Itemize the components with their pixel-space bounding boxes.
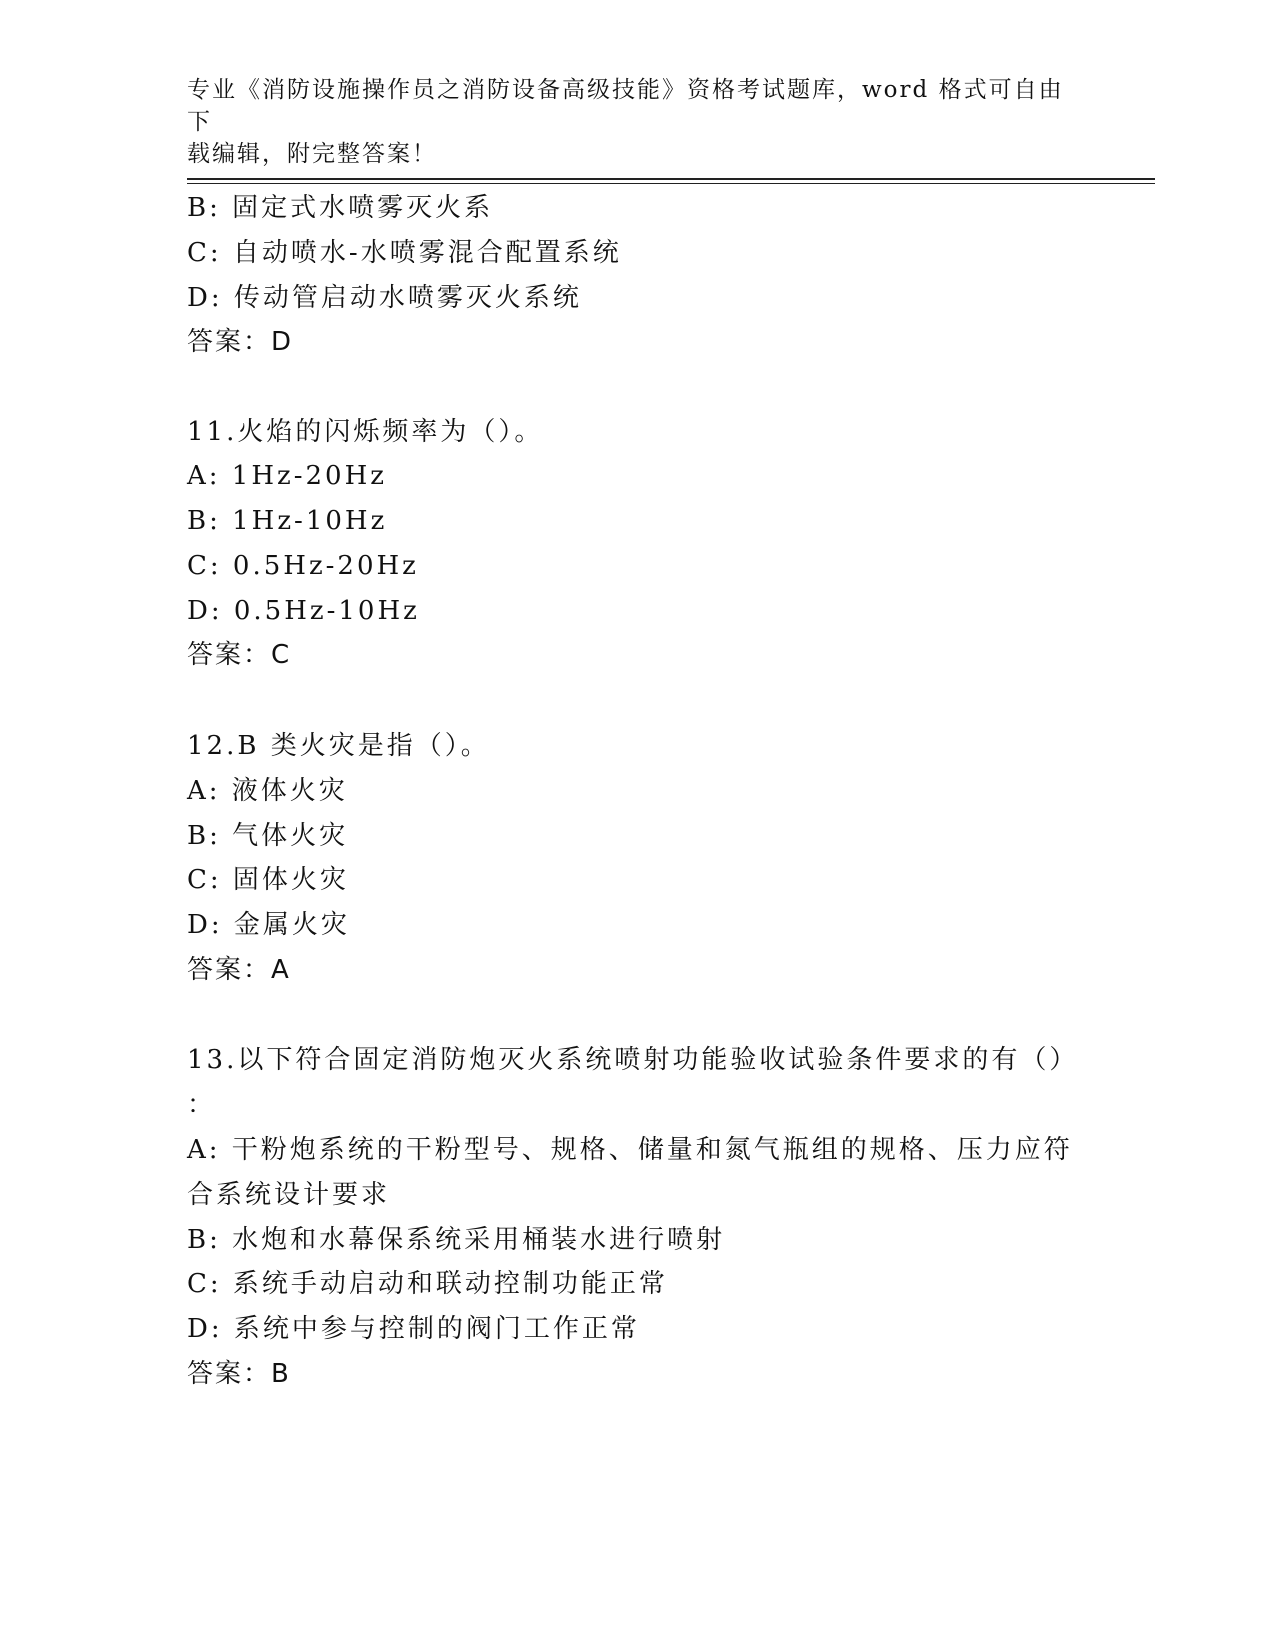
q12-option-a: A: 液体火灾 — [187, 776, 348, 806]
header-line-1: 专业《消防设施操作员之消防设备高级技能》资格考试题库，word 格式可自由下 — [187, 77, 1064, 135]
q13-option-a-line-2: 合系统设计要求 — [187, 1180, 391, 1210]
q13-answer: 答案：B — [187, 1359, 291, 1389]
document-header — [187, 74, 1087, 170]
q10-option-d: D: 传动管启动水喷雾灭火系统 — [187, 283, 582, 313]
q13-option-a-line-1: A: 干粉炮系统的干粉型号、规格、储量和氮气瓶组的规格、压力应符 — [187, 1135, 1073, 1165]
q10-answer: 答案：D — [187, 327, 294, 357]
q10-option-b: B: 固定式水喷雾灭火系 — [187, 193, 494, 223]
q11-option-c: C: 0.5Hz-20Hz — [187, 551, 419, 581]
q11-option-d: D: 0.5Hz-10Hz — [187, 596, 420, 626]
q13-stem-line-2: ： — [187, 1090, 217, 1120]
q12-option-c: C: 固体火灾 — [187, 865, 349, 895]
q12-stem: 12.B 类火灾是指（）。 — [187, 731, 490, 761]
q13-option-b: B: 水炮和水幕保系统采用桶装水进行喷射 — [187, 1225, 726, 1255]
q11-answer: 答案：C — [187, 640, 292, 670]
q12-option-d: D: 金属火灾 — [187, 910, 350, 940]
header-divider-thick — [187, 178, 1155, 180]
q13-stem-line-1: 13.以下符合固定消防炮灭火系统喷射功能验收试验条件要求的有（） — [187, 1045, 1079, 1075]
q10-option-c: C: 自动喷水-水喷雾混合配置系统 — [187, 238, 622, 268]
q13-option-d: D: 系统中参与控制的阀门工作正常 — [187, 1314, 640, 1344]
q11-option-b: B: 1Hz-10Hz — [187, 506, 388, 536]
q11-option-a: A: 1Hz-20Hz — [187, 461, 387, 491]
q12-option-b: B: 气体火灾 — [187, 821, 349, 851]
q13-option-c: C: 系统手动启动和联动控制功能正常 — [187, 1269, 668, 1299]
q11-stem: 11.火焰的闪烁频率为（）。 — [187, 417, 544, 447]
header-line-2: 载编辑，附完整答案！ — [187, 141, 437, 167]
q12-answer: 答案：A — [187, 955, 291, 985]
header-divider-thin — [187, 183, 1155, 184]
